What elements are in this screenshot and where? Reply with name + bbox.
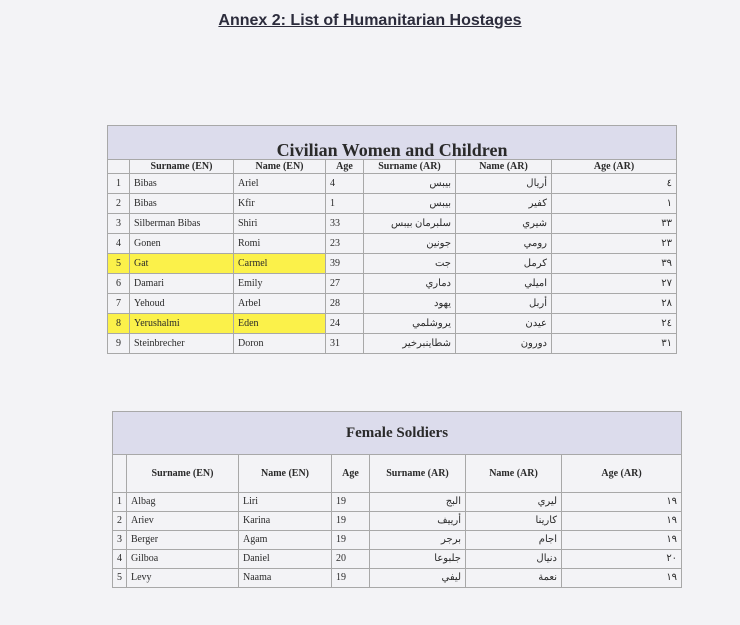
surname-en-cell: Yehoud — [130, 294, 234, 314]
age-cell: 28 — [326, 294, 364, 314]
age-cell: 24 — [326, 314, 364, 334]
surname-en-cell: Damari — [130, 274, 234, 294]
surname-en-cell: Albag — [127, 493, 239, 512]
col-header: Name (AR) — [456, 160, 552, 174]
age-cell: 19 — [332, 493, 370, 512]
surname-ar-cell: جونين — [364, 234, 456, 254]
surname-en-cell: Bibas — [130, 194, 234, 214]
age-ar-cell: ٤ — [552, 174, 677, 194]
row-number: 2 — [108, 194, 130, 214]
name-en-cell: Arbel — [234, 294, 326, 314]
name-ar-cell: كرمل — [456, 254, 552, 274]
name-ar-cell: رومي — [456, 234, 552, 254]
surname-ar-cell: ليفي — [370, 569, 466, 588]
surname-ar-cell: يروشلمي — [364, 314, 456, 334]
name-ar-cell: أريال — [456, 174, 552, 194]
age-ar-cell: ١٩ — [562, 493, 682, 512]
name-en-cell: Ariel — [234, 174, 326, 194]
soldiers-table — [112, 411, 682, 588]
age-cell: 27 — [326, 274, 364, 294]
name-en-cell: Shiri — [234, 214, 326, 234]
age-cell: 39 — [326, 254, 364, 274]
age-ar-cell: ١٩ — [562, 531, 682, 550]
row-number: 4 — [108, 234, 130, 254]
col-header: Age (AR) — [552, 160, 677, 174]
col-header: Age — [332, 455, 370, 493]
table-row — [108, 274, 677, 294]
civilians-table — [107, 125, 677, 354]
name-ar-cell: شيري — [456, 214, 552, 234]
surname-ar-cell: جت — [364, 254, 456, 274]
age-ar-cell: ١٩ — [562, 512, 682, 531]
surname-en-cell: Steinbrecher — [130, 334, 234, 354]
row-number: 1 — [113, 493, 127, 512]
surname-en-cell: Levy — [127, 569, 239, 588]
col-header: Surname (AR) — [364, 160, 456, 174]
age-ar-cell: ٣١ — [552, 334, 677, 354]
surname-en-cell: Yerushalmi — [130, 314, 234, 334]
row-number: 7 — [108, 294, 130, 314]
surname-ar-cell: جلبوعا — [370, 550, 466, 569]
name-ar-cell: اميلي — [456, 274, 552, 294]
row-number: 4 — [113, 550, 127, 569]
name-en-cell: Romi — [234, 234, 326, 254]
surname-en-cell: Silberman Bibas — [130, 214, 234, 234]
surname-en-cell: Gilboa — [127, 550, 239, 569]
surname-ar-cell: شطاينبرخير — [364, 334, 456, 354]
row-number: 9 — [108, 334, 130, 354]
col-header: Name (AR) — [466, 455, 562, 493]
civilians-table-title: Civilian Women and Children — [108, 126, 677, 160]
age-cell: 1 — [326, 194, 364, 214]
name-en-cell: Carmel — [234, 254, 326, 274]
age-ar-cell: ٣٩ — [552, 254, 677, 274]
surname-ar-cell: دماري — [364, 274, 456, 294]
row-number: 2 — [113, 512, 127, 531]
table-row — [113, 493, 682, 512]
name-en-cell: Agam — [239, 531, 332, 550]
age-ar-cell: ٢٤ — [552, 314, 677, 334]
age-cell: 33 — [326, 214, 364, 234]
row-number: 3 — [113, 531, 127, 550]
table-row — [108, 174, 677, 194]
row-number: 5 — [108, 254, 130, 274]
name-en-cell: Karina — [239, 512, 332, 531]
surname-en-cell: Bibas — [130, 174, 234, 194]
row-number: 8 — [108, 314, 130, 334]
name-ar-cell: أربل — [456, 294, 552, 314]
age-ar-cell: ٢٣ — [552, 234, 677, 254]
col-header: Name (EN) — [239, 455, 332, 493]
col-header: Age — [326, 160, 364, 174]
surname-en-cell: Gonen — [130, 234, 234, 254]
row-number: 1 — [108, 174, 130, 194]
surname-ar-cell: أرييف — [370, 512, 466, 531]
name-en-cell: Liri — [239, 493, 332, 512]
table-row — [113, 512, 682, 531]
name-ar-cell: كارينا — [466, 512, 562, 531]
table-row — [113, 569, 682, 588]
age-ar-cell: ٢٧ — [552, 274, 677, 294]
name-ar-cell: نعمة — [466, 569, 562, 588]
name-ar-cell: كفير — [456, 194, 552, 214]
table-row — [108, 234, 677, 254]
age-ar-cell: ٢٠ — [562, 550, 682, 569]
age-cell: 20 — [332, 550, 370, 569]
table-row — [108, 294, 677, 314]
age-cell: 19 — [332, 569, 370, 588]
surname-ar-cell: بيبس — [364, 174, 456, 194]
col-header: Surname (EN) — [130, 160, 234, 174]
table-row — [113, 550, 682, 569]
surname-en-cell: Ariev — [127, 512, 239, 531]
age-ar-cell: ٢٨ — [552, 294, 677, 314]
table-row — [108, 334, 677, 354]
row-number: 5 — [113, 569, 127, 588]
row-number: 3 — [108, 214, 130, 234]
surname-en-cell: Berger — [127, 531, 239, 550]
surname-ar-cell: بيبس — [364, 194, 456, 214]
name-en-cell: Daniel — [239, 550, 332, 569]
name-en-cell: Doron — [234, 334, 326, 354]
age-ar-cell: ١٩ — [562, 569, 682, 588]
age-ar-cell: ١ — [552, 194, 677, 214]
table-row — [108, 194, 677, 214]
table-row — [108, 314, 677, 334]
table-row — [108, 254, 677, 274]
name-ar-cell: دنيال — [466, 550, 562, 569]
name-ar-cell: عيدن — [456, 314, 552, 334]
surname-ar-cell: البج — [370, 493, 466, 512]
name-ar-cell: اجام — [466, 531, 562, 550]
age-cell: 19 — [332, 512, 370, 531]
name-en-cell: Eden — [234, 314, 326, 334]
soldiers-table-title: Female Soldiers — [113, 412, 682, 455]
row-number: 6 — [108, 274, 130, 294]
name-en-cell: Kfir — [234, 194, 326, 214]
surname-ar-cell: برجر — [370, 531, 466, 550]
age-cell: 31 — [326, 334, 364, 354]
surname-ar-cell: يهود — [364, 294, 456, 314]
surname-ar-cell: سلبرمان بيبس — [364, 214, 456, 234]
age-cell: 23 — [326, 234, 364, 254]
surname-en-cell: Gat — [130, 254, 234, 274]
table-row — [113, 531, 682, 550]
name-ar-cell: ليري — [466, 493, 562, 512]
col-header: Surname (EN) — [127, 455, 239, 493]
document-title: Annex 2: List of Humanitarian Hostages — [218, 12, 522, 29]
name-en-cell: Emily — [234, 274, 326, 294]
age-cell: 4 — [326, 174, 364, 194]
table-row — [108, 214, 677, 234]
col-header: Surname (AR) — [370, 455, 466, 493]
civilians-header-row — [108, 160, 677, 174]
soldiers-header-row — [113, 455, 682, 493]
age-cell: 19 — [332, 531, 370, 550]
name-ar-cell: دورون — [456, 334, 552, 354]
col-header: Age (AR) — [562, 455, 682, 493]
col-header: Name (EN) — [234, 160, 326, 174]
name-en-cell: Naama — [239, 569, 332, 588]
age-ar-cell: ٣٣ — [552, 214, 677, 234]
